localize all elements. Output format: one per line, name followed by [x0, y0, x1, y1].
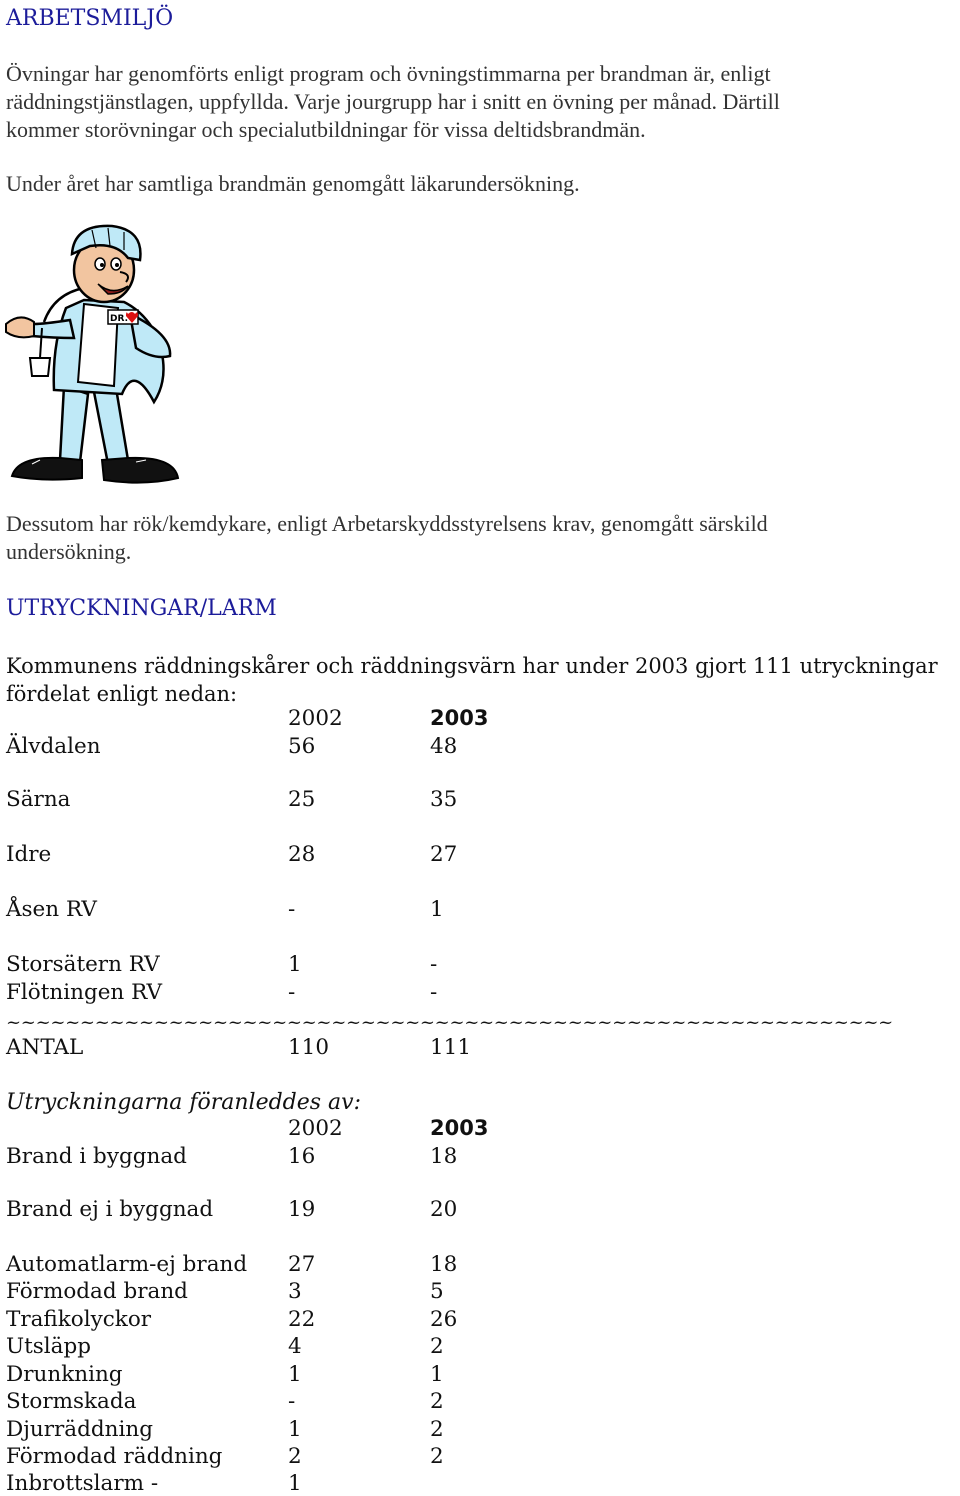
cause-row-2003: 18 [430, 1252, 458, 1277]
table-row-2003: 27 [430, 842, 458, 867]
table-row-2002: 25 [288, 787, 316, 812]
table-row-2003: 1 [430, 897, 444, 922]
cause-row-2002: 16 [288, 1144, 316, 1169]
cause-row-2003: 26 [430, 1307, 458, 1332]
paragraph-line: kommer storövningar och specialutbildningar för vissa deltidsbrandmän. [6, 117, 646, 142]
total-row-2002: 110 [288, 1035, 330, 1060]
cause-row-2002: - [288, 1389, 296, 1414]
cause-row-2003: 18 [430, 1144, 458, 1169]
table-row-2002: - [288, 897, 296, 922]
cause-row-2002: 4 [288, 1334, 302, 1359]
column-header-2003: 2003 [430, 1116, 489, 1140]
cause-row-2002: 19 [288, 1197, 316, 1222]
total-row-2003: 111 [430, 1035, 472, 1060]
table-row-label: Flötningen RV [6, 980, 163, 1005]
cause-row-2003: 2 [430, 1389, 444, 1414]
cause-row-label: Automatlarm-ej brand [6, 1252, 248, 1277]
paragraph-line: Övningar har genomförts enligt program och övningstimmarna per brandman är, enligt [6, 61, 771, 86]
table-row-label: Storsätern RV [6, 952, 160, 977]
section-heading-arbetsmiljo: ARBETSMILJÖ [6, 6, 174, 31]
cause-row-label: Brand ej i byggnad [6, 1197, 214, 1222]
cause-row-2003: 2 [430, 1417, 444, 1442]
cause-row-2002: 1 [288, 1417, 302, 1442]
paragraph-medical: Under året har samtliga brandmän genomgått läkarundersökning. [6, 171, 580, 196]
badge-dr-text: DR. [110, 314, 128, 324]
cause-row-label: Trafikolyckor [6, 1307, 152, 1332]
cause-row-2003: 2 [430, 1444, 444, 1469]
cause-row-2003: 20 [430, 1197, 458, 1222]
tilde-separator: ~~~~~~~~~~~~~~~~~~~~~~~~~~~~~~~~~~~~~~~~~~~~~~~~~~~~~~~~~~~~ [6, 1012, 893, 1033]
cause-row-2002: 1 [288, 1362, 302, 1387]
table-row-2003: 48 [430, 734, 458, 759]
section-heading-utryckningar: UTRYCKNINGAR/LARM [6, 596, 277, 621]
table-row-label: Idre [6, 842, 52, 867]
cause-row-2002: 2 [288, 1444, 302, 1469]
intro-line: fördelat enligt nedan: [6, 682, 238, 706]
cause-row-2002: 27 [288, 1252, 316, 1277]
cause-row-2002: 1 [288, 1471, 302, 1496]
cause-row-label: Djurräddning [6, 1417, 153, 1442]
table-row-2003: - [430, 980, 438, 1005]
cause-row-label: Drunkning [6, 1362, 123, 1387]
cause-row-2003: 1 [430, 1362, 444, 1387]
cause-row-2003: 2 [430, 1334, 444, 1359]
cause-row-label: Förmodad räddning [6, 1444, 223, 1469]
table-row-2002: - [288, 980, 296, 1005]
table-row-label: Älvdalen [6, 734, 101, 759]
table-row-2002: 28 [288, 842, 316, 867]
total-row-label: ANTAL [6, 1035, 84, 1060]
column-header-2002: 2002 [288, 1116, 343, 1141]
intro-line: Kommunens räddningskårer och räddningsvärn har under 2003 gjort 111 utryckningar [6, 654, 938, 678]
table-row-label: Åsen RV [6, 897, 97, 922]
table-row-2002: 1 [288, 952, 302, 977]
cause-row-label: Stormskada [6, 1389, 137, 1414]
cause-row-label: Brand i byggnad [6, 1144, 187, 1169]
table-row-2003: - [430, 952, 438, 977]
column-header-2002: 2002 [288, 706, 343, 731]
cause-row-label: Förmodad brand [6, 1279, 188, 1304]
doctor-cartoon-illustration [4, 224, 182, 496]
cause-row-label: Inbrottslarm - [6, 1471, 159, 1496]
paragraph-line: räddningstjänstlagen, uppfyllda. Varje jourgrupp har i snitt en övning per månad. Därtill [6, 89, 780, 114]
cause-row-2003: 5 [430, 1279, 444, 1304]
paragraph-line: undersökning. [6, 539, 132, 564]
cause-row-2002: 3 [288, 1279, 302, 1304]
table-row-2002: 56 [288, 734, 316, 759]
column-header-2003: 2003 [430, 706, 489, 730]
paragraph-line: Dessutom har rök/kemdykare, enligt Arbetarskyddsstyrelsens krav, genomgått särskild [6, 511, 768, 536]
table-row-2003: 35 [430, 787, 458, 812]
causes-subheading: Utryckningarna föranleddes av: [6, 1090, 362, 1115]
table-row-label: Särna [6, 787, 71, 812]
cause-row-label: Utsläpp [6, 1334, 92, 1359]
cause-row-2002: 22 [288, 1307, 316, 1332]
